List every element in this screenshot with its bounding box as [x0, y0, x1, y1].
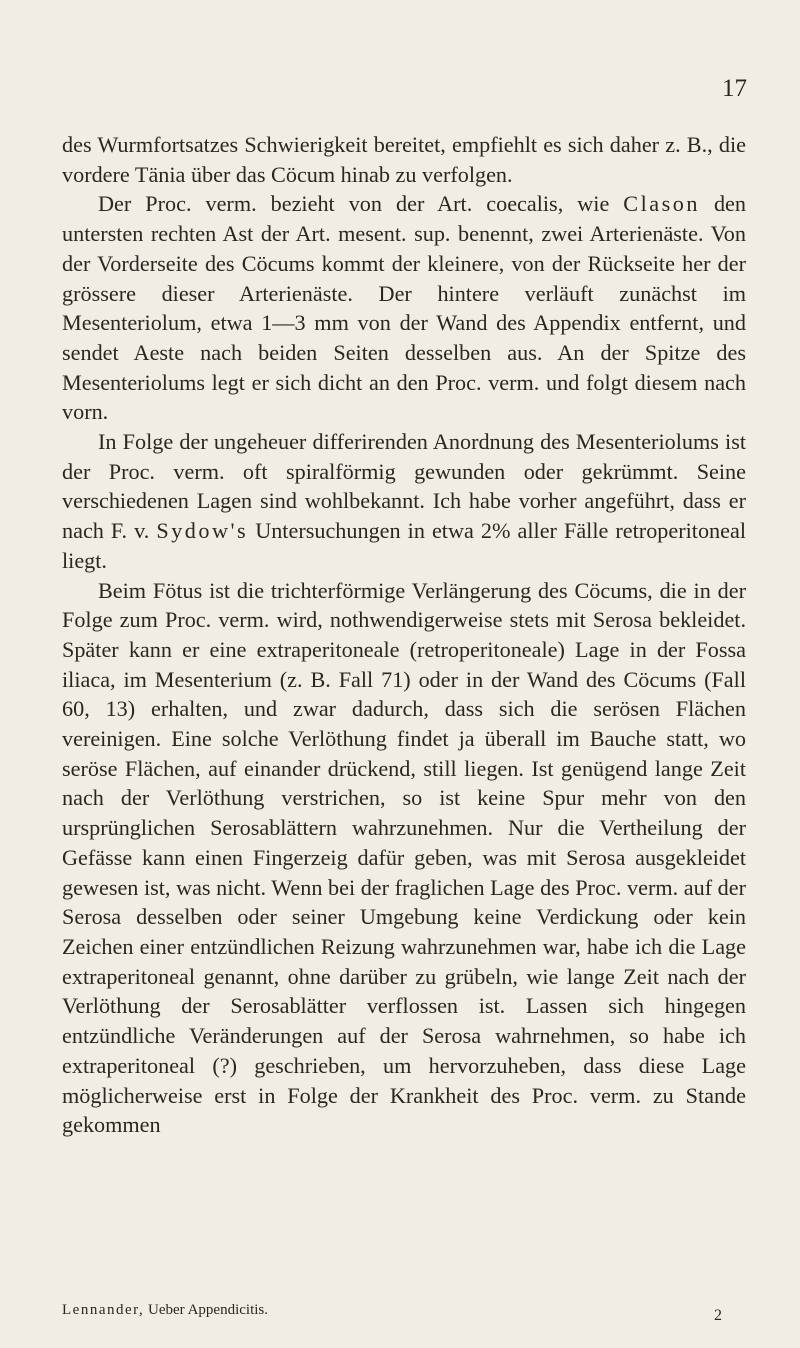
- text-run: Der Proc. verm. bezieht von der Art. coecalis, wie: [98, 191, 624, 217]
- paragraph: [62, 130, 746, 189]
- body-text: [62, 130, 746, 1140]
- text-run: Beim Fötus ist die trichterförmige Verlängerung des Cöcums, die in der Folge zum Proc. verm. wird, nothwendigerweise stets mit Serosa bekleidet. Später kann er eine extraperitoneale (retroperitoneale) Lage in der Fossa iliaca, im Mesenterium (z. B. Fall 71) oder in der Wand des Cöcums (Fall 60, 13) erhalten, und zwar dadurch, dass sich die serösen Flächen vereinigen. Eine solche Verlöthung findet ja überall im Bauche statt, wo seröse Flächen, auf einander drückend, still liegen. Ist genügend lange Zeit nach der Verlöthung verstrichen, so ist keine Spur mehr von den ursprünglichen Serosablättern wahrzunehmen. Nur die Vertheilung der Gefässe kann einen Fingerzeig dafür geben, was mit Serosa ausgekleidet gewesen ist, was nicht. Wenn bei der fraglichen Lage des Proc. verm. auf der Serosa desselben oder seiner Umgebung keine Verdickung oder kein Zeichen einer entzündlichen Reizung wahrzunehmen war, habe ich die Lage extraperitoneal genannt, ohne darüber zu grübeln, wie lange Zeit nach der Verlöthung der Serosablätter verflossen ist. Lassen sich hingegen entzündliche Veränderungen auf der Serosa wahrnehmen, so habe ich extraperitoneal (?) geschrieben, um hervorzuheben, dass diese Lage möglicherweise erst in Folge der Krankheit des Proc. verm. zu Stande gekommen: [62, 577, 746, 1138]
- running-footer: [62, 1300, 722, 1324]
- page-number: 17: [722, 75, 747, 102]
- text-run: den untersten rechten Ast der Art. mesent. sup. benennt, zwei Arterienäste. Von der Vorderseite des Cöcums kommt der kleinere, von der Rückseite her der grössere dieser Arterienäste. Der hintere verläuft zunächst im Mesenteriolum, etwa 1—3 mm von der Wand des Appendix entfernt, und sendet Aeste nach beiden Seiten desselben aus. An der Spitze des Mesenteriolums legt er sich dicht an den Proc. verm. und folgt diesem nach vorn.: [62, 191, 746, 425]
- spaced-name: Clason: [623, 191, 700, 217]
- signature-mark: 2: [714, 1307, 722, 1324]
- text-run: In Folge der ungeheuer differirenden Anordnung des Mesenteriolums ist der Proc. verm. oft spiralförmig gewunden oder gekrümmt. Seine verschiedenen Lagen sind wohlbekannt. Ich habe vorher angeführt, dass er nach F. v.: [62, 429, 746, 544]
- spaced-name: Sydow's: [156, 518, 249, 544]
- paragraph: [62, 576, 746, 1140]
- footer-title: Ueber Appendicitis.: [148, 1302, 269, 1318]
- text-run: Untersuchungen in etwa 2% aller Fälle retroperitoneal liegt.: [62, 518, 746, 573]
- text-run: des Wurmfortsatzes Schwierigkeit bereitet, empfiehlt es sich daher z. B., die vordere Tänia über das Cöcum hinab zu verfolgen.: [62, 132, 746, 187]
- paragraph: [62, 427, 746, 576]
- paragraph: [62, 189, 746, 427]
- footer-author: Lennander,: [62, 1302, 145, 1318]
